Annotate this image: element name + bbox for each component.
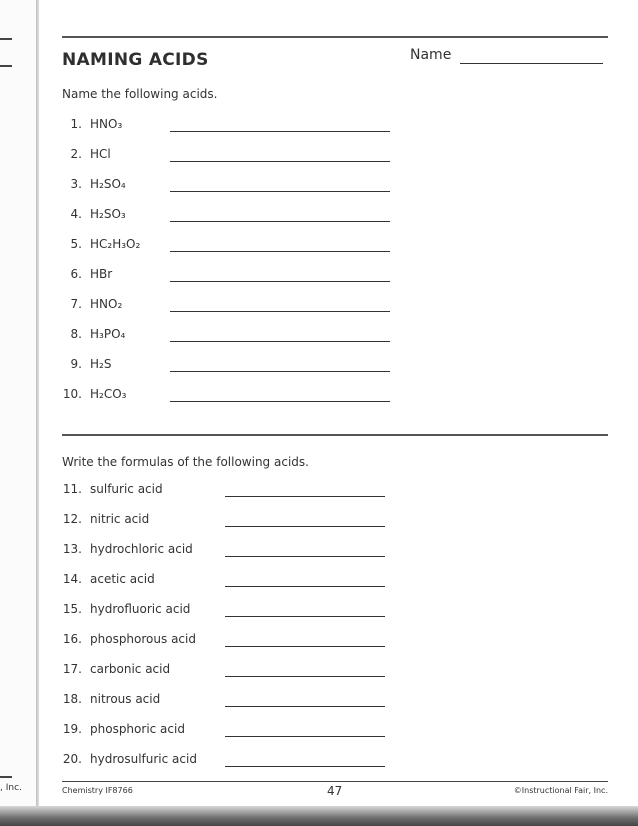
name-item [60,632,385,652]
item-number: 6. [70,267,82,281]
answer-line[interactable] [225,706,385,707]
answer-line[interactable] [170,281,390,282]
formula-item [60,147,390,167]
part2-instruction: Write the formulas of the following acids. [62,455,309,469]
formula-item [60,387,390,407]
acid-name: carbonic acid [90,662,171,676]
answer-line[interactable] [225,586,385,587]
acid-formula: H₂SO₃ [90,207,126,221]
answer-line[interactable] [170,161,390,162]
formula-item [60,117,390,137]
acid-formula: HC₂H₃O₂ [90,237,141,251]
item-number: 2. [70,147,82,161]
item-number: 13. [62,542,82,556]
margin-tick [0,38,12,40]
formula-item [60,297,390,317]
item-number: 19. [62,722,82,736]
name-item [60,722,385,742]
item-number: 14. [62,572,82,586]
answer-line[interactable] [170,311,390,312]
item-number: 15. [62,602,82,616]
item-number: 9. [70,357,82,371]
acid-formula: H₂CO₃ [90,387,127,401]
formula-item [60,207,390,227]
answer-line[interactable] [170,341,390,342]
item-number: 16. [62,632,82,646]
acid-name: phosphorous acid [90,632,196,646]
formula-item [60,177,390,197]
item-number: 18. [62,692,82,706]
answer-line[interactable] [225,676,385,677]
acid-name: acetic acid [90,572,155,586]
page-title: NAMING ACIDS [62,50,209,70]
formula-item [60,237,390,257]
answer-line[interactable] [225,766,385,767]
section-divider [62,434,608,436]
item-number: 10. [62,387,82,401]
page-number: 47 [327,784,343,798]
answer-line[interactable] [225,736,385,737]
item-number: 7. [70,297,82,311]
formula-item [60,327,390,347]
scan-shadow [0,806,638,826]
formula-item [60,267,390,287]
item-number: 5. [70,237,82,251]
footer-rule [62,781,608,782]
answer-line[interactable] [225,646,385,647]
acid-name: nitrous acid [90,692,161,706]
margin-text: , Inc. [0,783,22,793]
acid-formula: H₂S [90,357,112,371]
acid-formula: HNO₃ [90,117,123,131]
acid-name: nitric acid [90,512,150,526]
answer-line[interactable] [170,191,390,192]
answer-line[interactable] [170,221,390,222]
answer-line[interactable] [170,401,390,402]
acid-name: hydrochloric acid [90,542,193,556]
acid-formula: H₃PO₄ [90,327,126,341]
answer-line[interactable] [225,556,385,557]
answer-line[interactable] [225,616,385,617]
acid-name: phosphoric acid [90,722,185,736]
name-field[interactable] [460,63,603,64]
item-number: 20. [62,752,82,766]
name-item [60,512,385,532]
name-item [60,542,385,562]
name-label: Name [410,47,452,63]
acid-name: hydrofluoric acid [90,602,191,616]
item-number: 8. [70,327,82,341]
name-item [60,752,385,772]
acid-formula: HCl [90,147,111,161]
item-number: 17. [62,662,82,676]
page-left-edge [0,0,40,826]
name-item [60,662,385,682]
formula-item [60,357,390,377]
answer-line[interactable] [170,251,390,252]
item-number: 3. [70,177,82,191]
answer-line[interactable] [225,496,385,497]
name-item [60,692,385,712]
acid-name: sulfuric acid [90,482,163,496]
margin-tick [0,65,12,67]
part1-instruction: Name the following acids. [62,87,218,101]
acid-name: hydrosulfuric acid [90,752,197,766]
name-item [60,602,385,622]
answer-line[interactable] [225,526,385,527]
answer-line[interactable] [170,371,390,372]
item-number: 1. [70,117,82,131]
name-item [60,572,385,592]
footer-copyright: ©Instructional Fair, Inc. [513,786,608,795]
item-number: 11. [62,482,82,496]
margin-tick [0,776,12,778]
item-number: 12. [62,512,82,526]
acid-formula: HBr [90,267,113,281]
name-item [60,482,385,502]
footer-book-id: Chemistry IF8766 [62,786,133,795]
top-rule [62,36,608,38]
binding-spine [36,0,39,826]
acid-formula: HNO₂ [90,297,123,311]
acid-formula: H₂SO₄ [90,177,126,191]
item-number: 4. [70,207,82,221]
answer-line[interactable] [170,131,390,132]
